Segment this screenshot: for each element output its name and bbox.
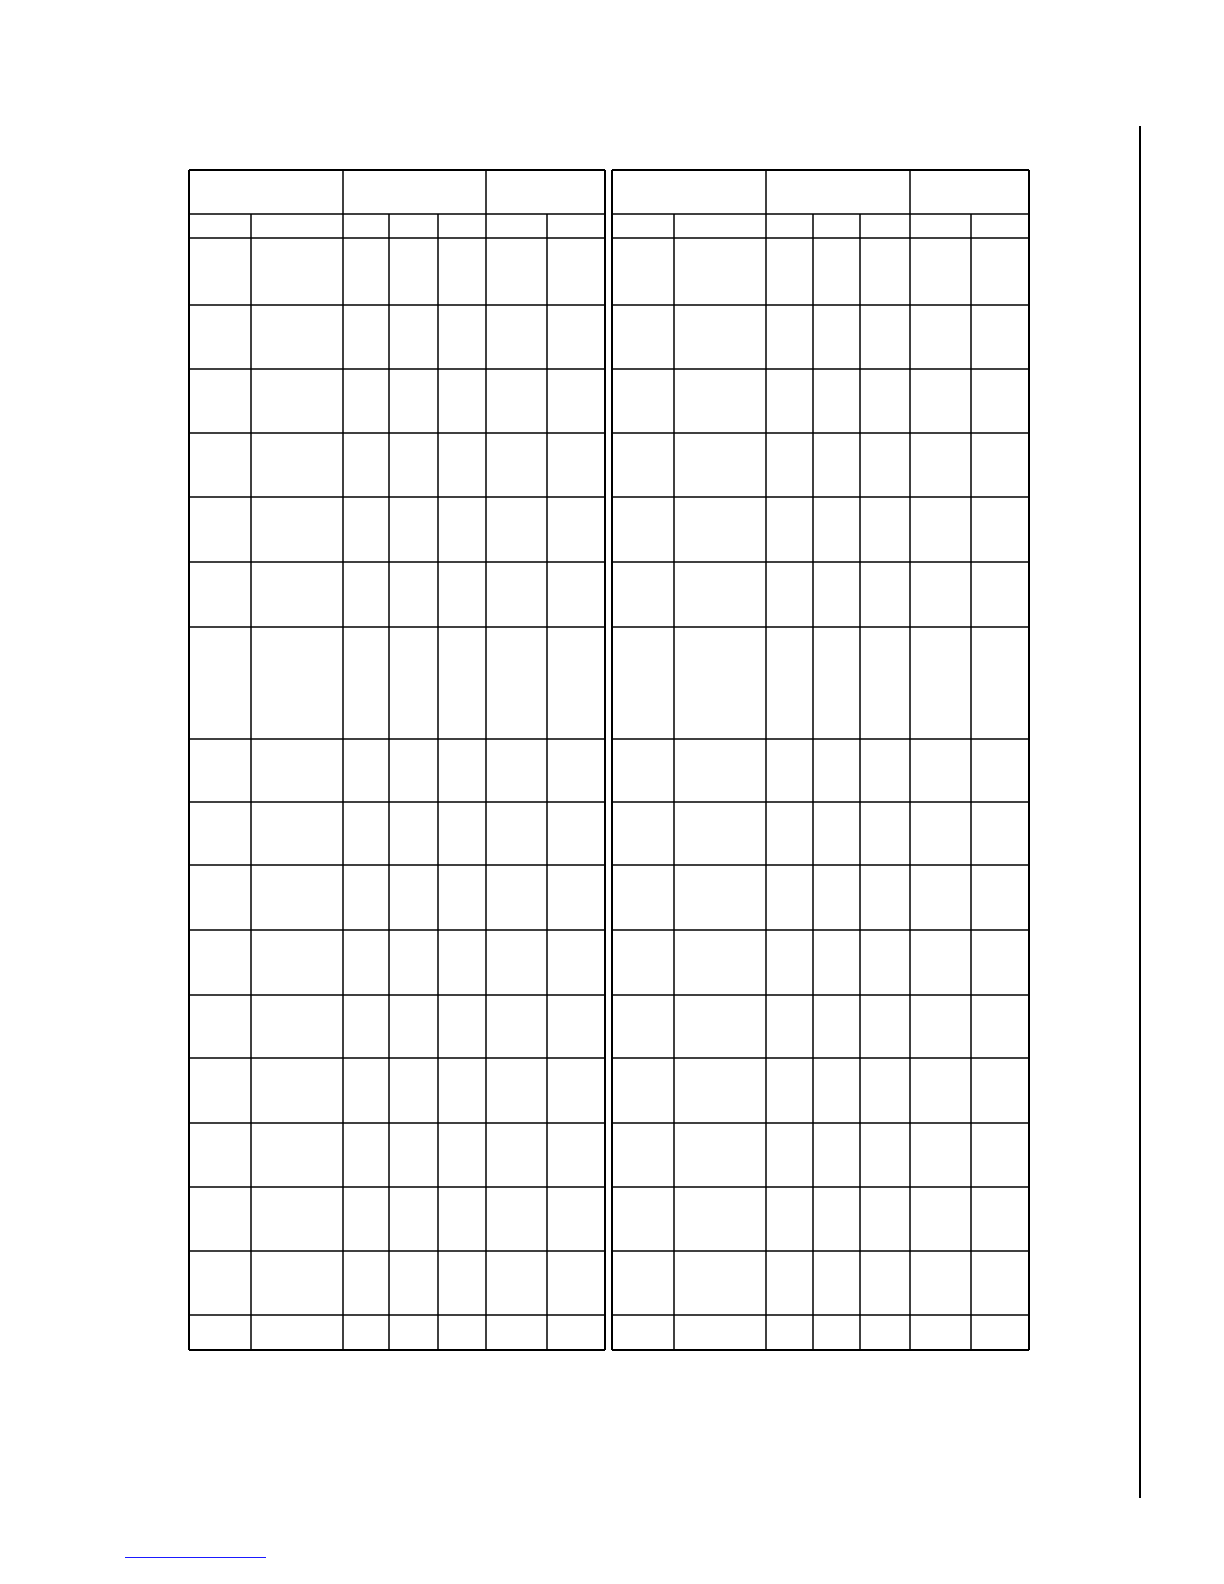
margin-rule (1139, 126, 1141, 1498)
footnote-rule (125, 1557, 266, 1558)
